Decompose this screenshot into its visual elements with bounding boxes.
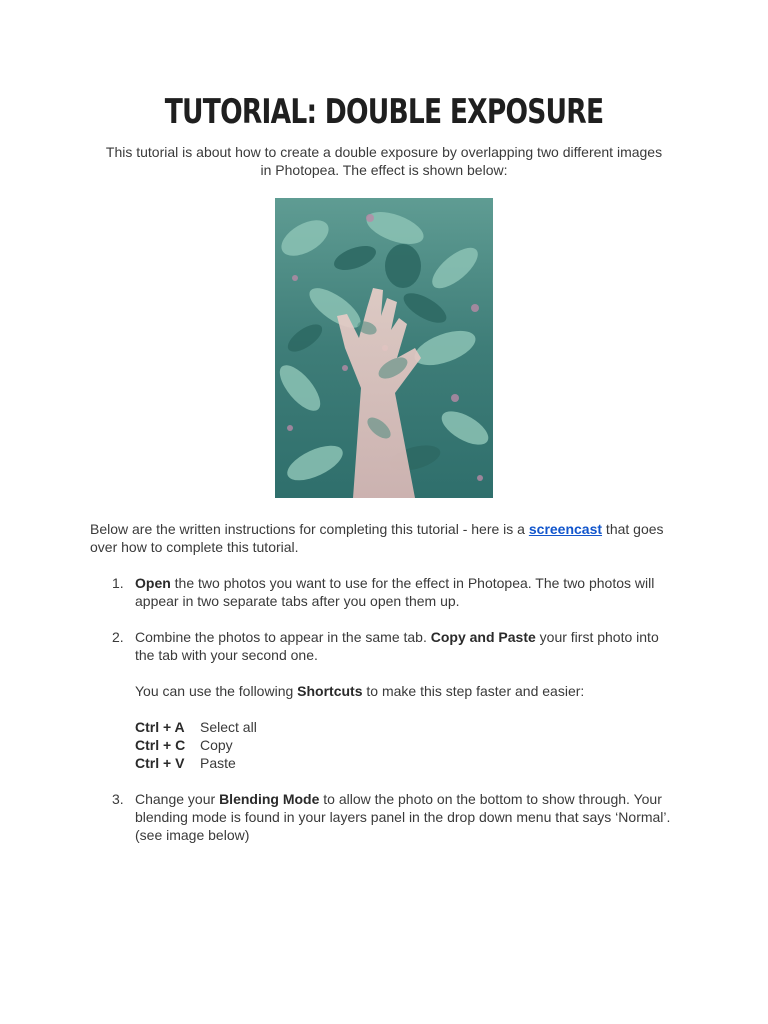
instructions-intro: [90, 520, 680, 556]
shortcut-row: [135, 754, 680, 772]
shortcut-key: Ctrl + A: [135, 719, 185, 735]
step-body: your first photo into the tab with your second one.: [135, 629, 659, 663]
page-title: TUTORIAL: DOUBLE EXPOSURE: [164, 92, 604, 132]
step-bold: Open: [135, 575, 171, 591]
step-bold: Copy and Paste: [430, 629, 536, 645]
step-body: to allow the photo on the bottom to show through. Your blending mode is found in your layers panel in the drop down menu that says ‘Normal’. (see image below): [135, 791, 671, 843]
step-number: 3.: [112, 791, 124, 807]
step-number: 2.: [112, 629, 124, 645]
screencast-link[interactable]: screencast: [528, 521, 603, 537]
step-text: [135, 628, 680, 664]
step-bold: Blending Mode: [219, 791, 320, 807]
step-text: [135, 574, 680, 610]
shortcuts-intro-pre: You can use the following: [135, 683, 298, 699]
step-text: [135, 790, 680, 844]
shortcut-row: [135, 718, 680, 736]
step-pre: Combine the photos to appear in the same tab.: [135, 629, 431, 645]
shortcut-key: Ctrl + V: [135, 755, 185, 771]
intro-text: This tutorial is about how to create a double exposure by overlapping two different images in Photopea. The effect is shown below:: [105, 144, 663, 178]
shortcut-action: Paste: [200, 755, 236, 771]
instructions-intro-before: Below are the written instructions for completing this tutorial - here is a: [90, 521, 529, 537]
instructions-intro-after: that goes over how to complete this tutorial.: [90, 521, 664, 555]
step-number: 1.: [112, 575, 124, 591]
double-exposure-photo: [275, 198, 493, 498]
shortcut-action: Copy: [200, 737, 233, 753]
step-pre: Change your: [135, 791, 220, 807]
shortcut-row: [135, 736, 680, 754]
shortcuts-intro-post: to make this step faster and easier:: [362, 683, 585, 699]
step-body: the two photos you want to use for the effect in Photopea. The two photos will appear in two separate tabs after you open them up.: [135, 575, 655, 609]
shortcuts-intro-bold: Shortcuts: [297, 683, 363, 699]
shortcut-action: Select all: [200, 719, 257, 735]
shortcut-key: Ctrl + C: [135, 737, 186, 753]
